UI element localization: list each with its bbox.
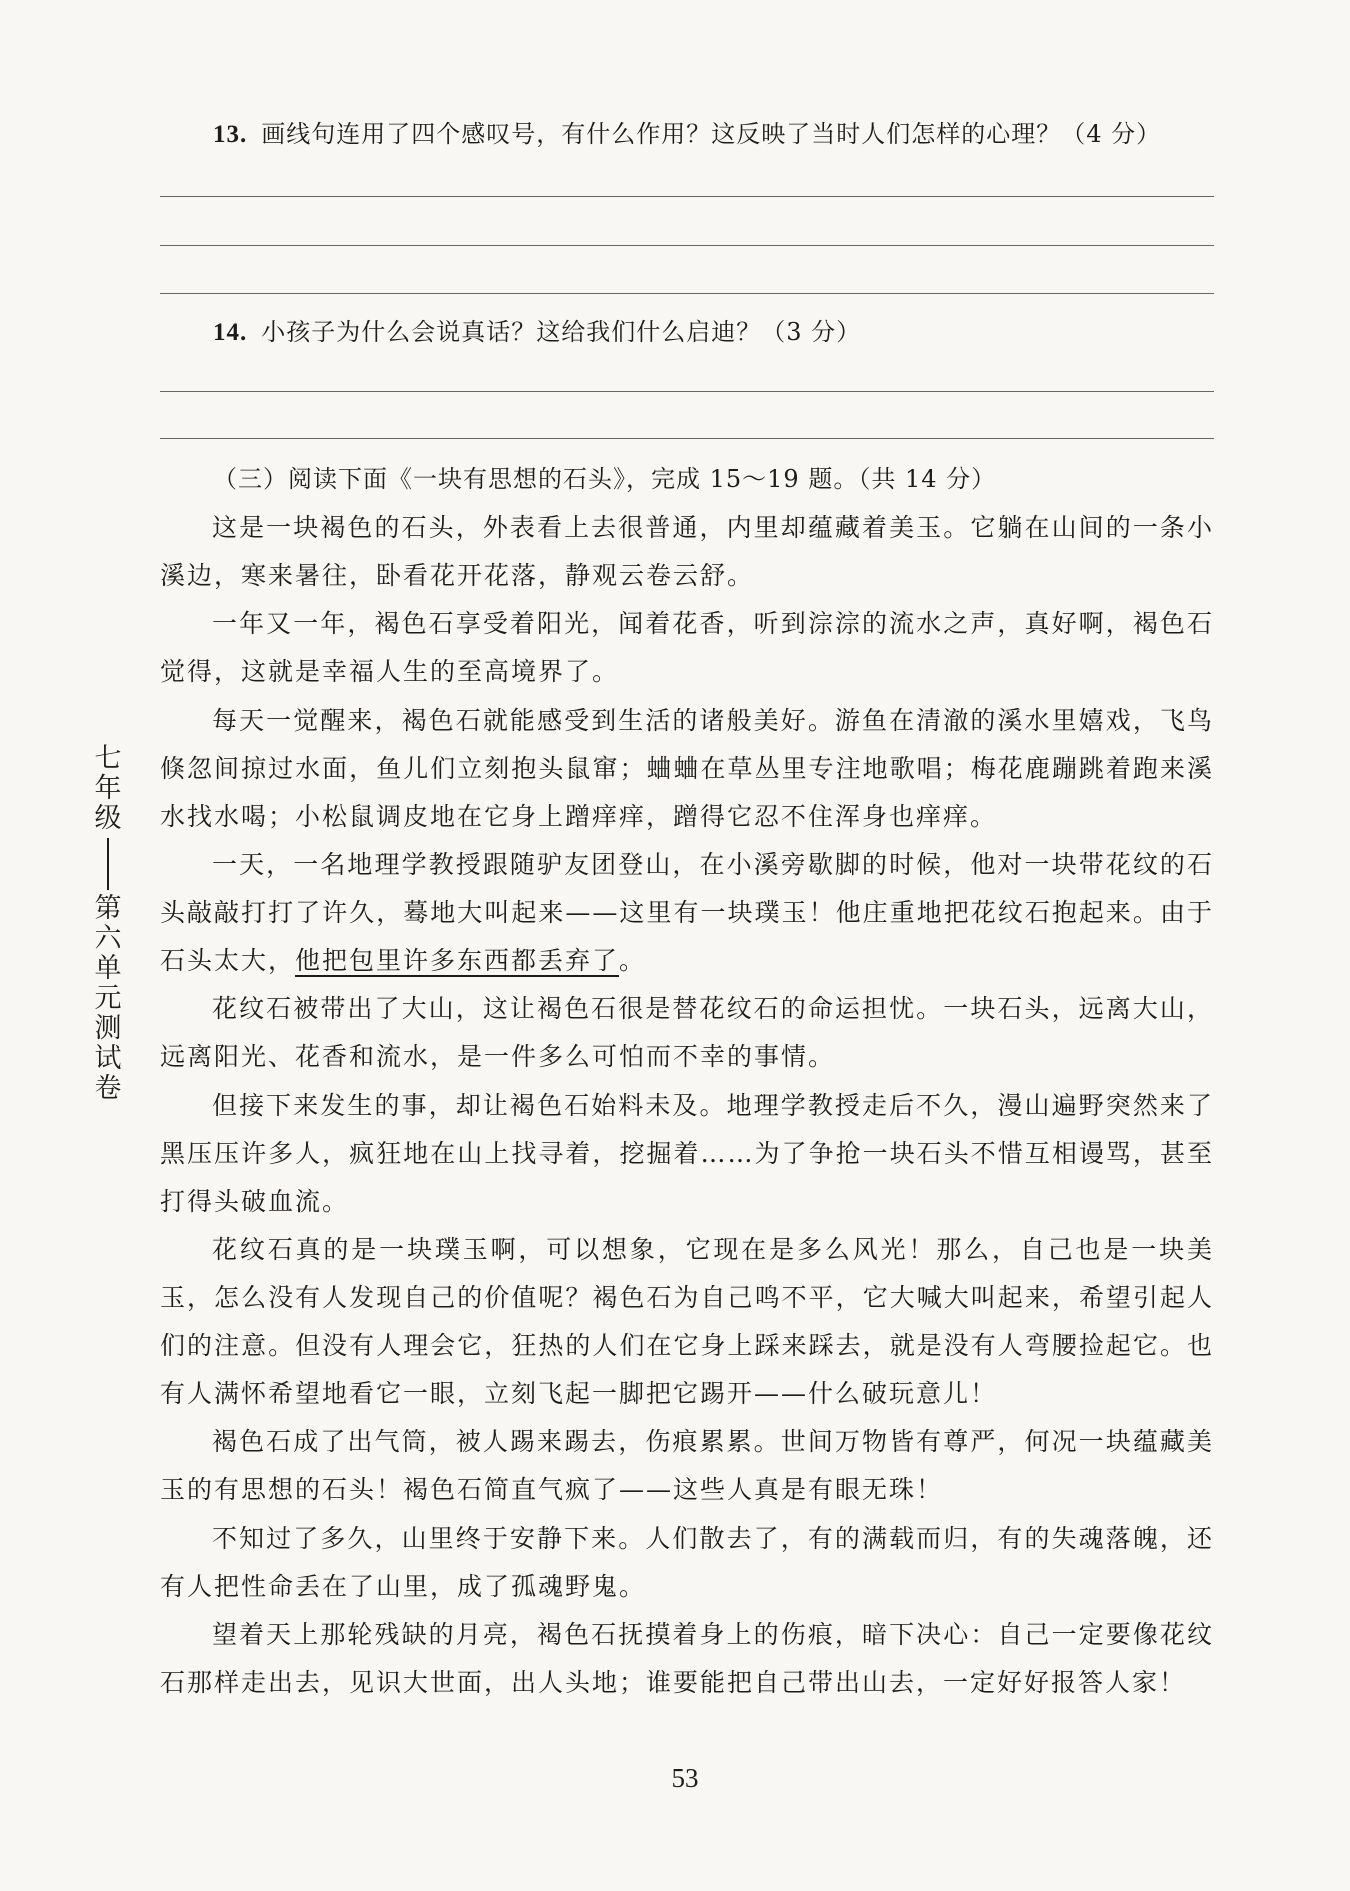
answer-line: [160, 245, 1214, 246]
passage-paragraph: [160, 841, 1214, 985]
sidebar-label: [88, 744, 128, 1104]
passage-paragraph: 花纹石真的是一块璞玉啊，可以想象，它现在是多么风光！那么，自己也是一块美玉，怎么没有人发现自己的价值呢？褐色石为自己鸣不平，它大喊大叫起来，希望引起人们的注意。但没有人理会它，狂热的人们在它身上踩来踩去，就是没有人弯腰捡起它。也有人满怀希望地看它一眼，立刻飞起一脚把它踢开——什么破玩意儿！: [160, 1235, 1214, 1408]
passage-paragraph: 花纹石被带出了大山，这让褐色石很是替花纹石的命运担忧。一块石头，远离大山，远离阳光、花香和流水，是一件多么可怕而不幸的事情。: [160, 994, 1214, 1071]
sidebar-grade: [88, 744, 128, 834]
passage-paragraph: 望着天上那轮残缺的月亮，褐色石抚摸着身上的伤痕，暗下决心：自己一定要像花纹石那样走出去，见识大世面，出人头地；谁要能把自己带出山去，一定好好报答人家！: [160, 1620, 1214, 1697]
answer-line: [160, 293, 1214, 294]
sidebar-char: 年: [94, 773, 122, 804]
question-13: [213, 114, 1161, 149]
sidebar-char: 六: [94, 923, 122, 954]
paragraph-text: 一天，一名地理学教授跟随驴友团登山，在小溪旁歇脚的时候，他对一块带花纹的石头敲敲打打了许久，蓦地大叫起来——这里有一块璞玉！他庄重地把花纹石抱起来。由于石头太大，: [160, 850, 1214, 975]
question-13-text: 画线句连用了四个感叹号，有什么作用？这反映了当时人们怎样的心理？（4 分）: [261, 120, 1162, 148]
sidebar-divider: [107, 838, 109, 890]
answer-line: [160, 391, 1214, 392]
sidebar-char: 第: [94, 893, 122, 924]
sidebar-char: 试: [94, 1043, 122, 1074]
question-14: [213, 312, 861, 347]
sidebar-char: 元: [94, 983, 122, 1014]
sidebar-unit: [88, 894, 128, 1104]
sidebar-char: 测: [94, 1013, 122, 1044]
answer-line: [160, 196, 1214, 197]
answer-line: [160, 438, 1214, 439]
passage-paragraph: 每天一觉醒来，褐色石就能感受到生活的诸般美好。游鱼在清澈的溪水里嬉戏，飞鸟倏忽间掠过水面，鱼儿们立刻抱头鼠窜；蛐蛐在草丛里专注地歌唱；梅花鹿蹦跳着跑来溪水找水喝；小松鼠调皮地在它身上蹭痒痒，蹭得它忍不住浑身也痒痒。: [160, 706, 1214, 831]
sidebar-char: 级: [94, 803, 122, 834]
sidebar-char: 卷: [94, 1073, 122, 1104]
passage-paragraph: 褐色石成了出气筒，被人踢来踢去，伤痕累累。世间万物皆有尊严，何况一块蕴藏美玉的有思想的石头！褐色石简直气疯了——这些人真是有眼无珠！: [160, 1427, 1214, 1504]
sidebar-char: 单: [94, 953, 122, 984]
paragraph-text: 。: [619, 946, 647, 975]
underlined-sentence: 他把包里许多东西都丢弃了: [295, 946, 620, 975]
page-number: 53: [671, 1763, 699, 1793]
question-14-text: 小孩子为什么会说真话？这给我们什么启迪？（3 分）: [261, 318, 862, 346]
sidebar-char: 七: [94, 743, 122, 774]
passage-paragraph: 但接下来发生的事，却让褐色石始料未及。地理学教授走后不久，漫山遍野突然来了黑压压许多人，疯狂地在山上找寻着，挖掘着……为了争抢一块石头不惜互相谩骂，甚至打得头破血流。: [160, 1091, 1214, 1216]
question-13-number: 13.: [213, 121, 248, 148]
question-14-number: 14.: [213, 319, 248, 346]
passage-paragraph: 一年又一年，褐色石享受着阳光，闻着花香，听到淙淙的流水之声，真好啊，褐色石觉得，这就是幸福人生的至高境界了。: [160, 609, 1214, 686]
passage-paragraph: 不知过了多久，山里终于安静下来。人们散去了，有的满载而归，有的失魂落魄，还有人把性命丢在了山里，成了孤魂野鬼。: [160, 1524, 1214, 1601]
passage-paragraph: 这是一块褐色的石头，外表看上去很普通，内里却蕴藏着美玉。它躺在山间的一条小溪边，寒来暑往，卧看花开花落，静观云卷云舒。: [160, 513, 1214, 590]
section-header: （三）阅读下面《一块有思想的石头》，完成 15～19 题。（共 14 分）: [213, 465, 997, 493]
